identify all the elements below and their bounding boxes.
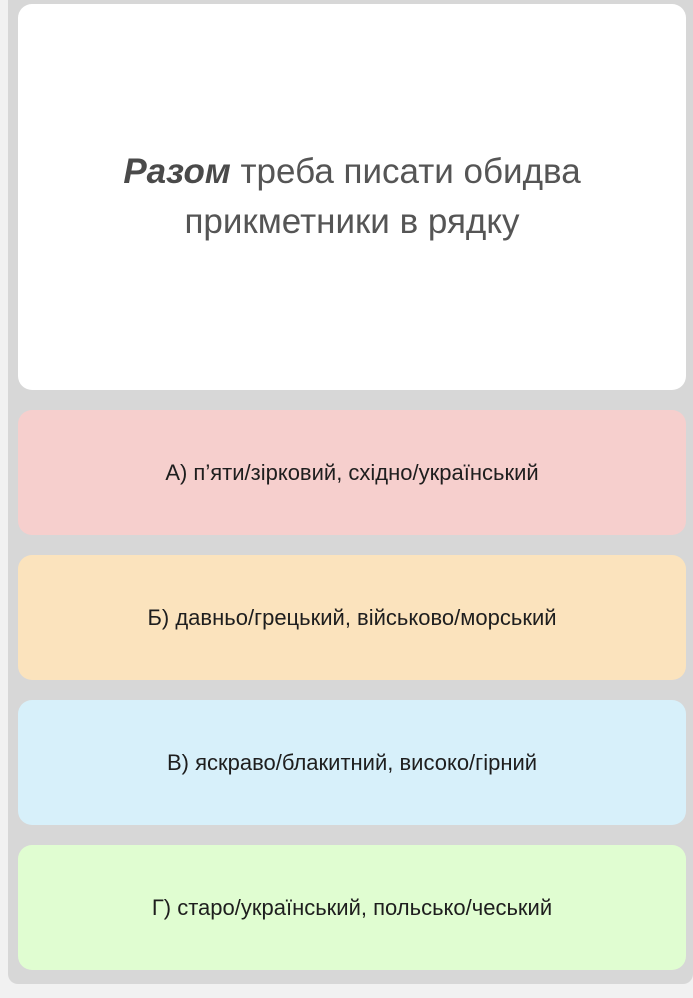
answer-label: А) п’яти/зірковий, східно/український [165,459,539,485]
question-emphasis: Разом [123,152,231,191]
answer-label: В) яскраво/блакитний, високо/гірний [166,749,538,775]
answer-option-a[interactable] [18,410,686,535]
answer-option-b[interactable] [18,555,686,680]
question-text [58,147,646,247]
answer-option-c[interactable] [18,700,686,825]
question-rest: треба писати обидва прикметники в рядку [184,152,581,241]
answer-label: Г) старо/український, польсько/чеський [151,894,553,920]
answer-label: Б) давньо/грецький, військово/морський [147,604,557,630]
question-card [18,4,686,390]
answer-option-d[interactable] [18,845,686,970]
